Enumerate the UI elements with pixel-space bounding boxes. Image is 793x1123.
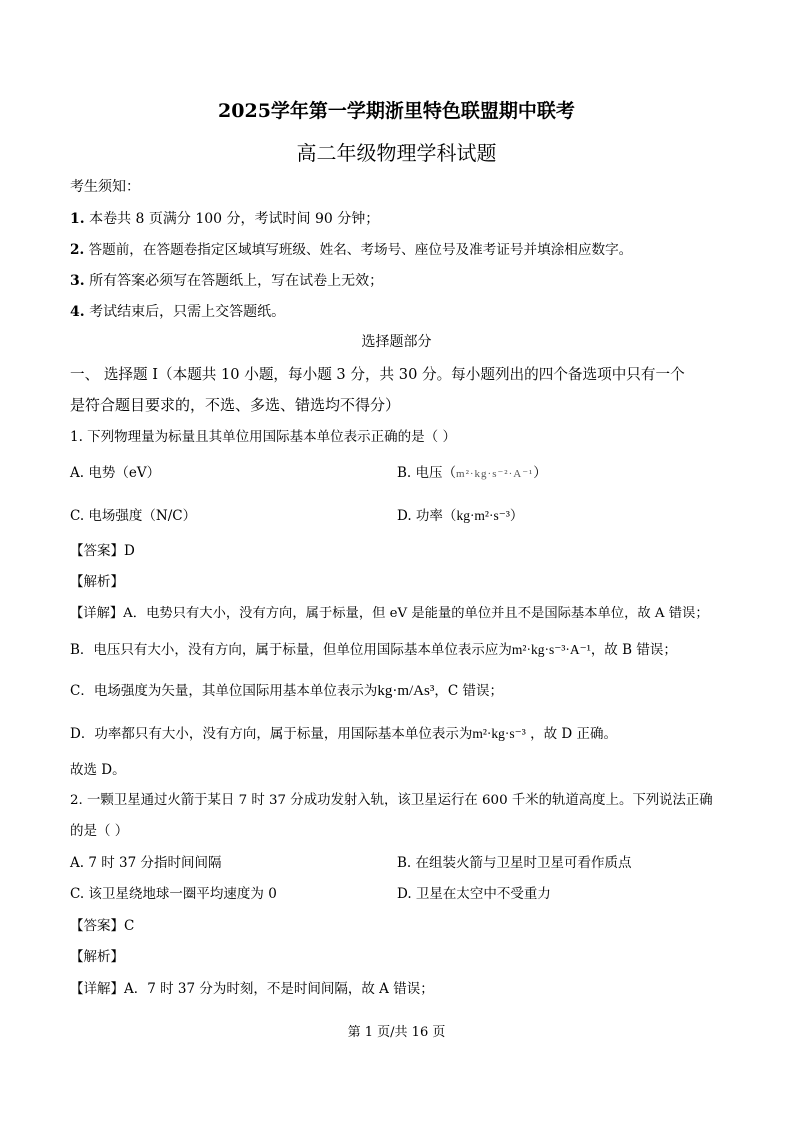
- notice-item-text: 所有答案必须写在答题纸上，写在试卷上无效；: [89, 273, 384, 289]
- notice-item-number: 3.: [70, 273, 85, 289]
- q2-detail-a: 【详解】A．7 时 37 分为时刻，不是时间间隔，故 A 错误；: [70, 981, 434, 997]
- q1-stem: 1. 下列物理量为标量且其单位用国际基本单位表示正确的是（ ）: [70, 429, 456, 445]
- unit-formula: m²·kg·s⁻³·A⁻¹: [511, 642, 591, 657]
- q1-analysis-label: 【解析】: [70, 574, 124, 590]
- detail-text: D．功率都只有大小，没有方向，属于标量，用国际基本单位表示为: [70, 726, 473, 742]
- detail-suffix: ，故 D 正确。: [525, 726, 617, 742]
- q1-detail-b: [70, 640, 677, 660]
- notice-item-text: 本卷共 8 页满分 100 分，考试时间 90 分钟；: [89, 211, 380, 227]
- unit-formula: m²·kg·s⁻³: [472, 726, 526, 741]
- q2-option-b: B. 在组装火箭与卫星时卫星可看作质点: [397, 855, 632, 871]
- notice-item-number: 4.: [70, 304, 85, 320]
- q2-answer: 【答案】C: [70, 918, 135, 934]
- detail-suffix: ，C 错误；: [434, 683, 503, 699]
- notice-item-text: 答题前，在答题卷指定区域填写班级、姓名、考场号、座位号及准考证号并填涂相应数字。: [88, 242, 633, 258]
- notice-item-3: [70, 271, 383, 291]
- q2-stem-line2: 的是（ ）: [70, 823, 129, 839]
- q2-option-d: D. 卫星在太空中不受重力: [397, 886, 551, 902]
- exam-title: 2025学年第一学期浙里特色联盟期中联考: [218, 100, 575, 122]
- option-prefix: B. 电压（: [397, 465, 457, 481]
- part1-instruction-line1: 一、 选择题 I（本题共 10 小题，每小题 3 分，共 30 分。每小题列出的四个备选项中只有一个: [70, 366, 685, 383]
- unit-formula: kg·m²·s⁻³: [456, 508, 510, 523]
- q1-detail-c: [70, 681, 503, 701]
- page-footer: 第 1 页/共 16 页: [347, 1025, 446, 1040]
- detail-suffix: ，故 B 错误；: [590, 642, 677, 658]
- notice-item-number: 1.: [70, 211, 85, 227]
- notice-heading: 考生须知：: [70, 179, 140, 195]
- notice-item-number: 2.: [70, 242, 85, 258]
- notice-item-1: [70, 209, 379, 229]
- part1-instruction-line2: 是符合题目要求的，不选、多选、错选均不得分）: [70, 396, 401, 414]
- exam-subtitle: 高二年级物理学科试题: [296, 141, 497, 165]
- q2-option-a: A. 7 时 37 分指时间间隔: [70, 855, 222, 871]
- q2-analysis-label: 【解析】: [70, 949, 124, 965]
- notice-item-4: [70, 302, 285, 322]
- detail-text: C．电场强度为矢量，其单位国际用基本单位表示为: [70, 683, 378, 699]
- q1-detail-d: [70, 724, 617, 744]
- q1-option-c: C. 电场强度（N/C）: [70, 508, 197, 524]
- detail-text: B．电压只有大小，没有方向，属于标量，但单位用国际基本单位表示应为: [70, 642, 512, 658]
- q1-conclusion: 故选 D。: [70, 762, 126, 778]
- q1-option-b: [397, 463, 547, 484]
- q2-stem-line1: 2. 一颗卫星通过火箭于某日 7 时 37 分成功发射入轨，该卫星运行在 600 千米的轨道高度上。下列说法正确: [70, 793, 713, 808]
- q1-option-a: A. 电势（eV）: [70, 465, 161, 481]
- unit-formula: kg·m/As³: [377, 683, 435, 699]
- q1-option-d: [397, 506, 523, 526]
- section-title: 选择题部分: [361, 334, 432, 350]
- notice-item-text: 考试结束后，只需上交答题纸。: [89, 304, 286, 320]
- option-prefix: D. 功率（: [397, 508, 457, 524]
- q1-answer: 【答案】D: [70, 543, 135, 559]
- option-suffix: ）: [509, 508, 524, 524]
- q2-option-c: C. 该卫星绕地球一圈平均速度为 0: [70, 886, 277, 902]
- q1-detail-a: 【详解】A．电势只有大小，没有方向，属于标量，但 eV 是能量的单位并且不是国际基本单位，故 A 错误；: [70, 606, 709, 621]
- notice-item-2: [70, 240, 632, 260]
- unit-formula: m²·kg·s⁻²·A⁻¹: [456, 468, 534, 480]
- option-suffix: ）: [533, 465, 547, 481]
